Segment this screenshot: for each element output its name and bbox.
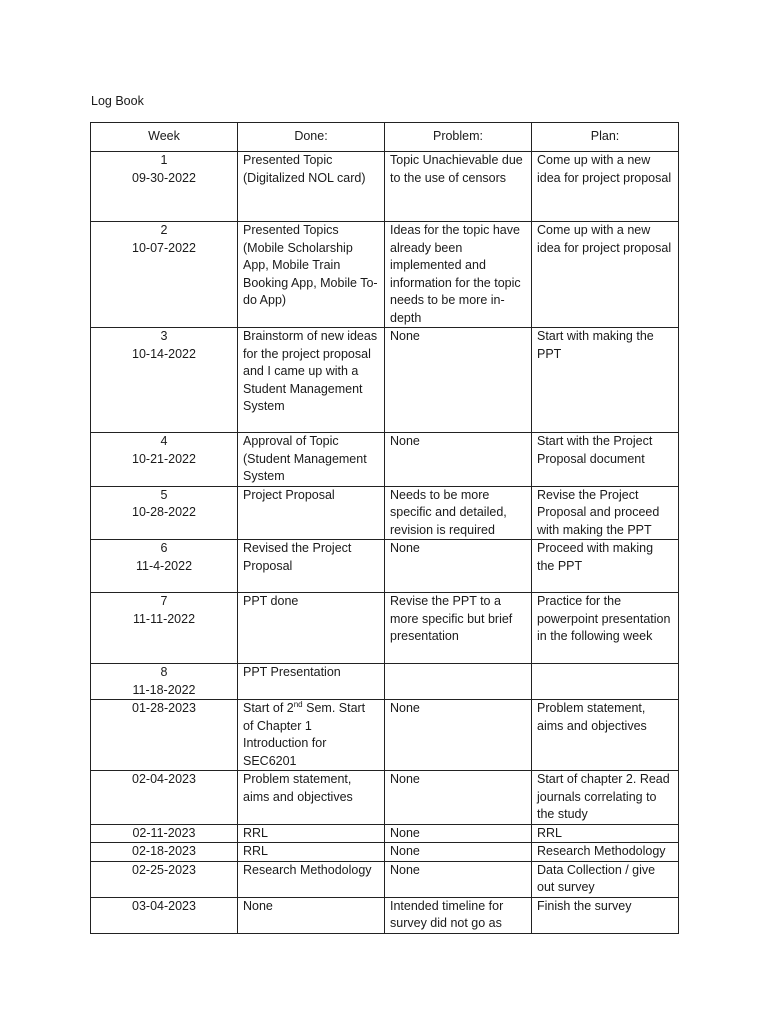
done-cell: PPT Presentation [238,664,385,700]
week-cell [91,540,238,593]
week-date: 03-04-2023 [132,898,196,913]
done-text-pre: Start of 2 [243,701,294,715]
plan-cell: Practice for the powerpoint presentation in the following week [532,593,679,664]
week-date: 10-21-2022 [132,451,196,466]
table-row [91,486,679,540]
week-date: 11-18-2022 [132,682,196,697]
week-cell [91,328,238,433]
table-row [91,897,679,933]
table-row [91,540,679,593]
plan-cell: Research Methodology [532,843,679,862]
week-cell [91,664,238,700]
week-number: 7 [160,594,168,608]
plan-cell: Start with the Project Proposal document [532,433,679,487]
week-date: 11-4-2022 [135,558,193,573]
week-date: 10-07-2022 [132,240,196,255]
problem-cell: None [385,861,532,897]
week-date: 02-18-2023 [132,844,196,858]
header-plan: Plan: [532,123,679,152]
week-date: 02-04-2023 [132,772,196,786]
week-cell [91,897,238,933]
done-text-post: Sem. Start of Chapter 1 Introduction for SEC6201 [243,701,366,768]
problem-cell: None [385,540,532,593]
plan-cell: Start with making the PPT [532,328,679,433]
table-row [91,152,679,222]
week-number: 1 [160,153,168,167]
done-cell: Presented Topics (Mobile Scholarship App, Mobile Train Booking App, Mobile To-do App) [238,222,385,328]
plan-cell: Data Collection / give out survey [532,861,679,897]
table-row [91,328,679,433]
done-cell [238,700,385,771]
plan-cell: Proceed with making the PPT [532,540,679,593]
week-cell [91,700,238,771]
plan-cell: Start of chapter 2. Read journals correlating to the study [532,771,679,825]
week-date: 02-25-2023 [132,862,196,877]
problem-cell: None [385,843,532,862]
table-row [91,843,679,862]
week-date: 02-11-2023 [132,825,196,840]
problem-cell: Revise the PPT to a more specific but brief presentation [385,593,532,664]
plan-cell: Come up with a new idea for project proposal [532,222,679,328]
header-done: Done: [238,123,385,152]
week-number: 6 [160,541,168,555]
plan-cell: Finish the survey [532,897,679,933]
done-cell: RRL [238,824,385,843]
table-row [91,861,679,897]
week-date: 11-11-2022 [132,611,196,626]
plan-cell: Problem statement, aims and objectives [532,700,679,771]
week-cell [91,824,238,843]
plan-cell: Come up with a new idea for project proposal [532,152,679,222]
week-cell [91,433,238,487]
problem-cell: Needs to be more specific and detailed, revision is required [385,486,532,540]
table-row [91,771,679,825]
done-cell: Research Methodology [238,861,385,897]
table-row [91,664,679,700]
problem-cell: Intended timeline for survey did not go as [385,897,532,933]
problem-cell: None [385,328,532,433]
page-title: Log Book [91,94,144,108]
done-cell: Approval of Topic (Student Management System [238,433,385,487]
log-table [90,122,679,934]
table-row [91,593,679,664]
week-date: 10-28-2022 [132,505,196,519]
done-cell: Problem statement, aims and objectives [238,771,385,825]
table-row [91,700,679,771]
week-cell [91,771,238,825]
week-cell [91,486,238,540]
done-cell: Brainstorm of new ideas for the project proposal and I came up with a Student Management System [238,328,385,433]
plan-cell [532,664,679,700]
problem-cell: Ideas for the topic have already been implemented and information for the topic needs to be more in-depth [385,222,532,328]
plan-cell: Revise the Project Proposal and proceed with making the PPT [532,486,679,540]
done-cell: Presented Topic (Digitalized NOL card) [238,152,385,222]
week-cell [91,861,238,897]
week-cell [91,593,238,664]
done-cell: RRL [238,843,385,862]
week-date: 10-14-2022 [132,346,196,361]
done-cell: Project Proposal [238,486,385,540]
done-cell: PPT done [238,593,385,664]
problem-cell: None [385,824,532,843]
week-cell [91,843,238,862]
week-number: 8 [160,665,168,679]
week-cell [91,152,238,222]
plan-cell: RRL [532,824,679,843]
problem-cell: None [385,700,532,771]
week-number: 2 [160,223,168,237]
header-problem: Problem: [385,123,532,152]
problem-cell: Topic Unachievable due to the use of censors [385,152,532,222]
ordinal-suffix: nd [293,699,303,709]
week-cell [91,222,238,328]
table-row [91,824,679,843]
problem-cell: None [385,433,532,487]
week-number: 4 [160,434,168,448]
done-cell: Revised the Project Proposal [238,540,385,593]
week-date: 09-30-2022 [132,170,196,185]
week-number: 5 [160,487,168,502]
problem-cell [385,664,532,700]
table-row [91,222,679,328]
problem-cell: None [385,771,532,825]
week-date: 01-28-2023 [132,701,196,715]
week-number: 3 [160,329,168,343]
table-header-row [91,123,679,152]
header-week: Week [91,123,238,152]
table-row [91,433,679,487]
done-cell: None [238,897,385,933]
